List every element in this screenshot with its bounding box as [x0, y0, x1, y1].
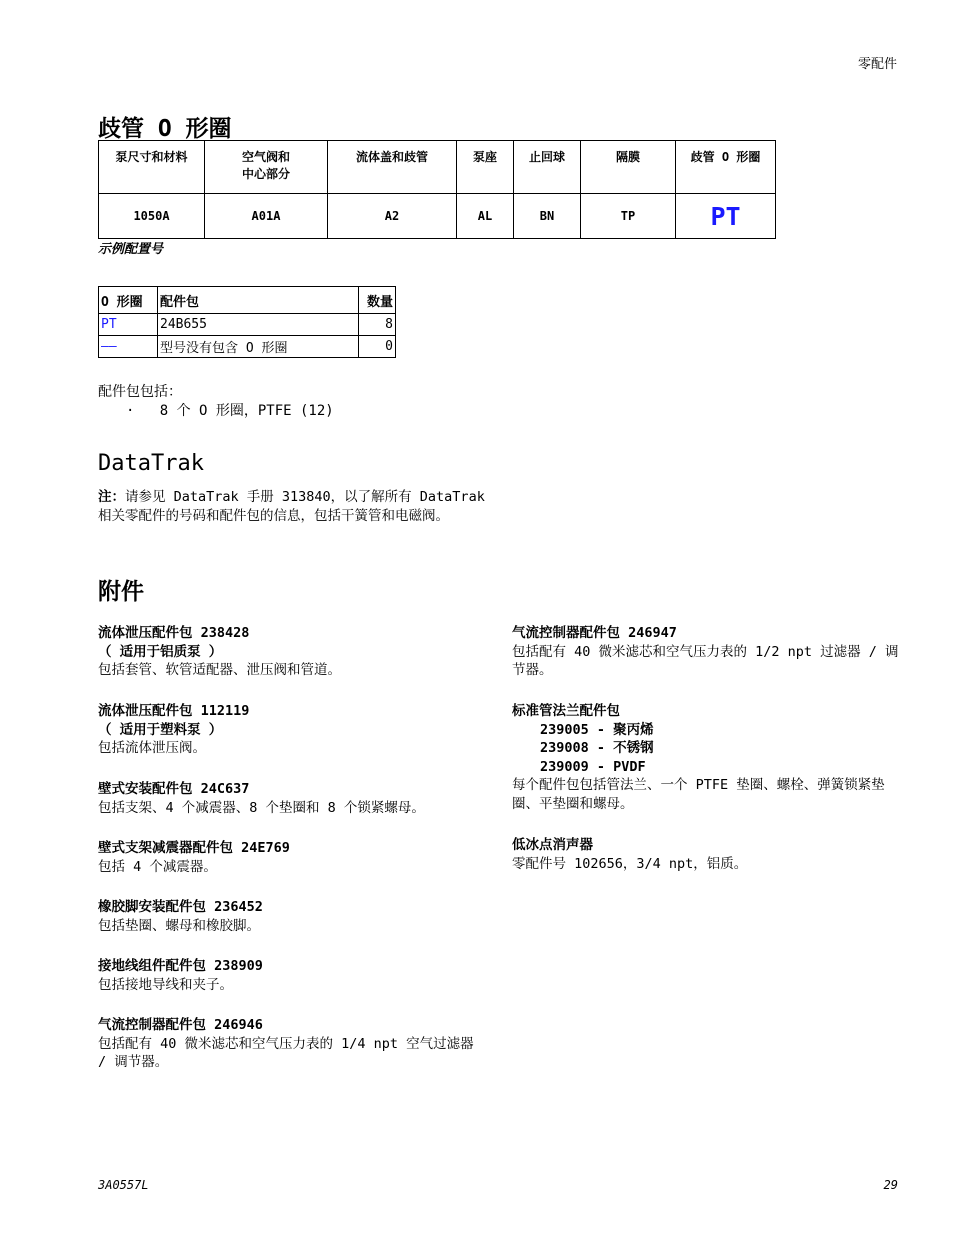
config-cell-highlight: PT	[676, 194, 776, 239]
table-row	[99, 314, 396, 336]
datatrak-heading: DataTrak	[98, 451, 204, 476]
config-cell: AL	[457, 194, 514, 239]
page-number: 29	[883, 1178, 898, 1192]
accessory-item: 橡胶脚安装配件包 236452 包括垫圈、螺母和橡胶脚。	[98, 899, 263, 934]
accessory-item: 壁式支架减震器配件包 24E769 包括 4 个减震器。	[98, 840, 290, 875]
kit-header: 配件包	[158, 287, 359, 314]
kit-qty: 8	[359, 314, 396, 336]
config-cell: TP	[581, 194, 676, 239]
accessory-item: 气流控制器配件包 246947 包括配有 40 微米滤芯和空气压力表的 1/2 npt 过滤器 / 调节器。	[512, 625, 899, 678]
kit-table	[98, 286, 396, 358]
note-label: 注：	[98, 489, 125, 505]
accessory-item: 壁式安装配件包 24C637 包括支架、4 个减震器、8 个垫圈和 8 个锁紧螺母。	[98, 781, 425, 816]
section-header: 零配件	[857, 57, 897, 72]
config-header: 止回球	[514, 141, 581, 194]
table-row	[99, 336, 396, 358]
accessory-item: 接地线组件配件包 238909 包括接地导线和夹子。	[98, 958, 263, 993]
config-header: 歧管 O 形圈	[676, 141, 776, 194]
accessory-item: 流体泄压配件包 112119 （ 适用于塑料泵 ） 包括流体泄压阀。	[98, 703, 250, 756]
config-header: 空气阀和 中心部分	[205, 141, 328, 194]
kit-qty: 0	[359, 336, 396, 358]
datatrak-note	[98, 488, 488, 526]
config-cell: A01A	[205, 194, 328, 239]
kit-includes-label: 配件包包括：	[98, 384, 182, 400]
kit-number: 型号没有包含 O 形圈	[158, 336, 359, 358]
kit-code: ——	[99, 336, 158, 358]
accessory-item: 气流控制器配件包 246946 包括配有 40 微米滤芯和空气压力表的 1/4 npt 空气过滤器 / 调节器。	[98, 1017, 474, 1070]
config-header: 隔膜	[581, 141, 676, 194]
kit-header: O 形圈	[99, 287, 158, 314]
accessory-item: 流体泄压配件包 238428 （ 适用于铝质泵 ） 包括套管、软管适配器、泄压阀和管道。	[98, 625, 341, 678]
kit-number: 24B655	[158, 314, 359, 336]
config-header: 泵座	[457, 141, 514, 194]
kit-includes	[98, 383, 334, 421]
list-item: · 8 个 O 形圈，PTFE (12)	[126, 403, 334, 419]
accessory-item: 标准管法兰配件包 239005 - 聚丙烯 239008 - 不锈钢 239009 - PVDF 每个配件包包括管法兰、一个 PTFE 垫圈、螺栓、弹簧锁紧垫圈、平垫圈和螺母。	[512, 703, 885, 812]
config-cell: BN	[514, 194, 581, 239]
kit-code: PT	[99, 314, 158, 336]
config-cell: 1050A	[99, 194, 205, 239]
note-text: 请参见 DataTrak 手册 313840，以了解所有 DataTrak 相关零配件的号码和配件包的信息，包括干簧管和电磁阀。	[98, 489, 485, 524]
config-header: 流体盖和歧管	[328, 141, 457, 194]
config-header: 泵尺寸和材料	[99, 141, 205, 194]
configuration-table	[98, 140, 776, 239]
document-number: 3A0557L	[98, 1178, 149, 1192]
config-cell: A2	[328, 194, 457, 239]
manifold-oring-heading: 歧管 O 形圈	[98, 116, 232, 142]
accessory-item: 低冰点消声器 零配件号 102656，3/4 npt，铝质。	[512, 837, 748, 872]
table-caption: 示例配置号	[98, 242, 164, 257]
kit-header: 数量	[359, 287, 396, 314]
accessories-heading: 附件	[98, 579, 144, 605]
